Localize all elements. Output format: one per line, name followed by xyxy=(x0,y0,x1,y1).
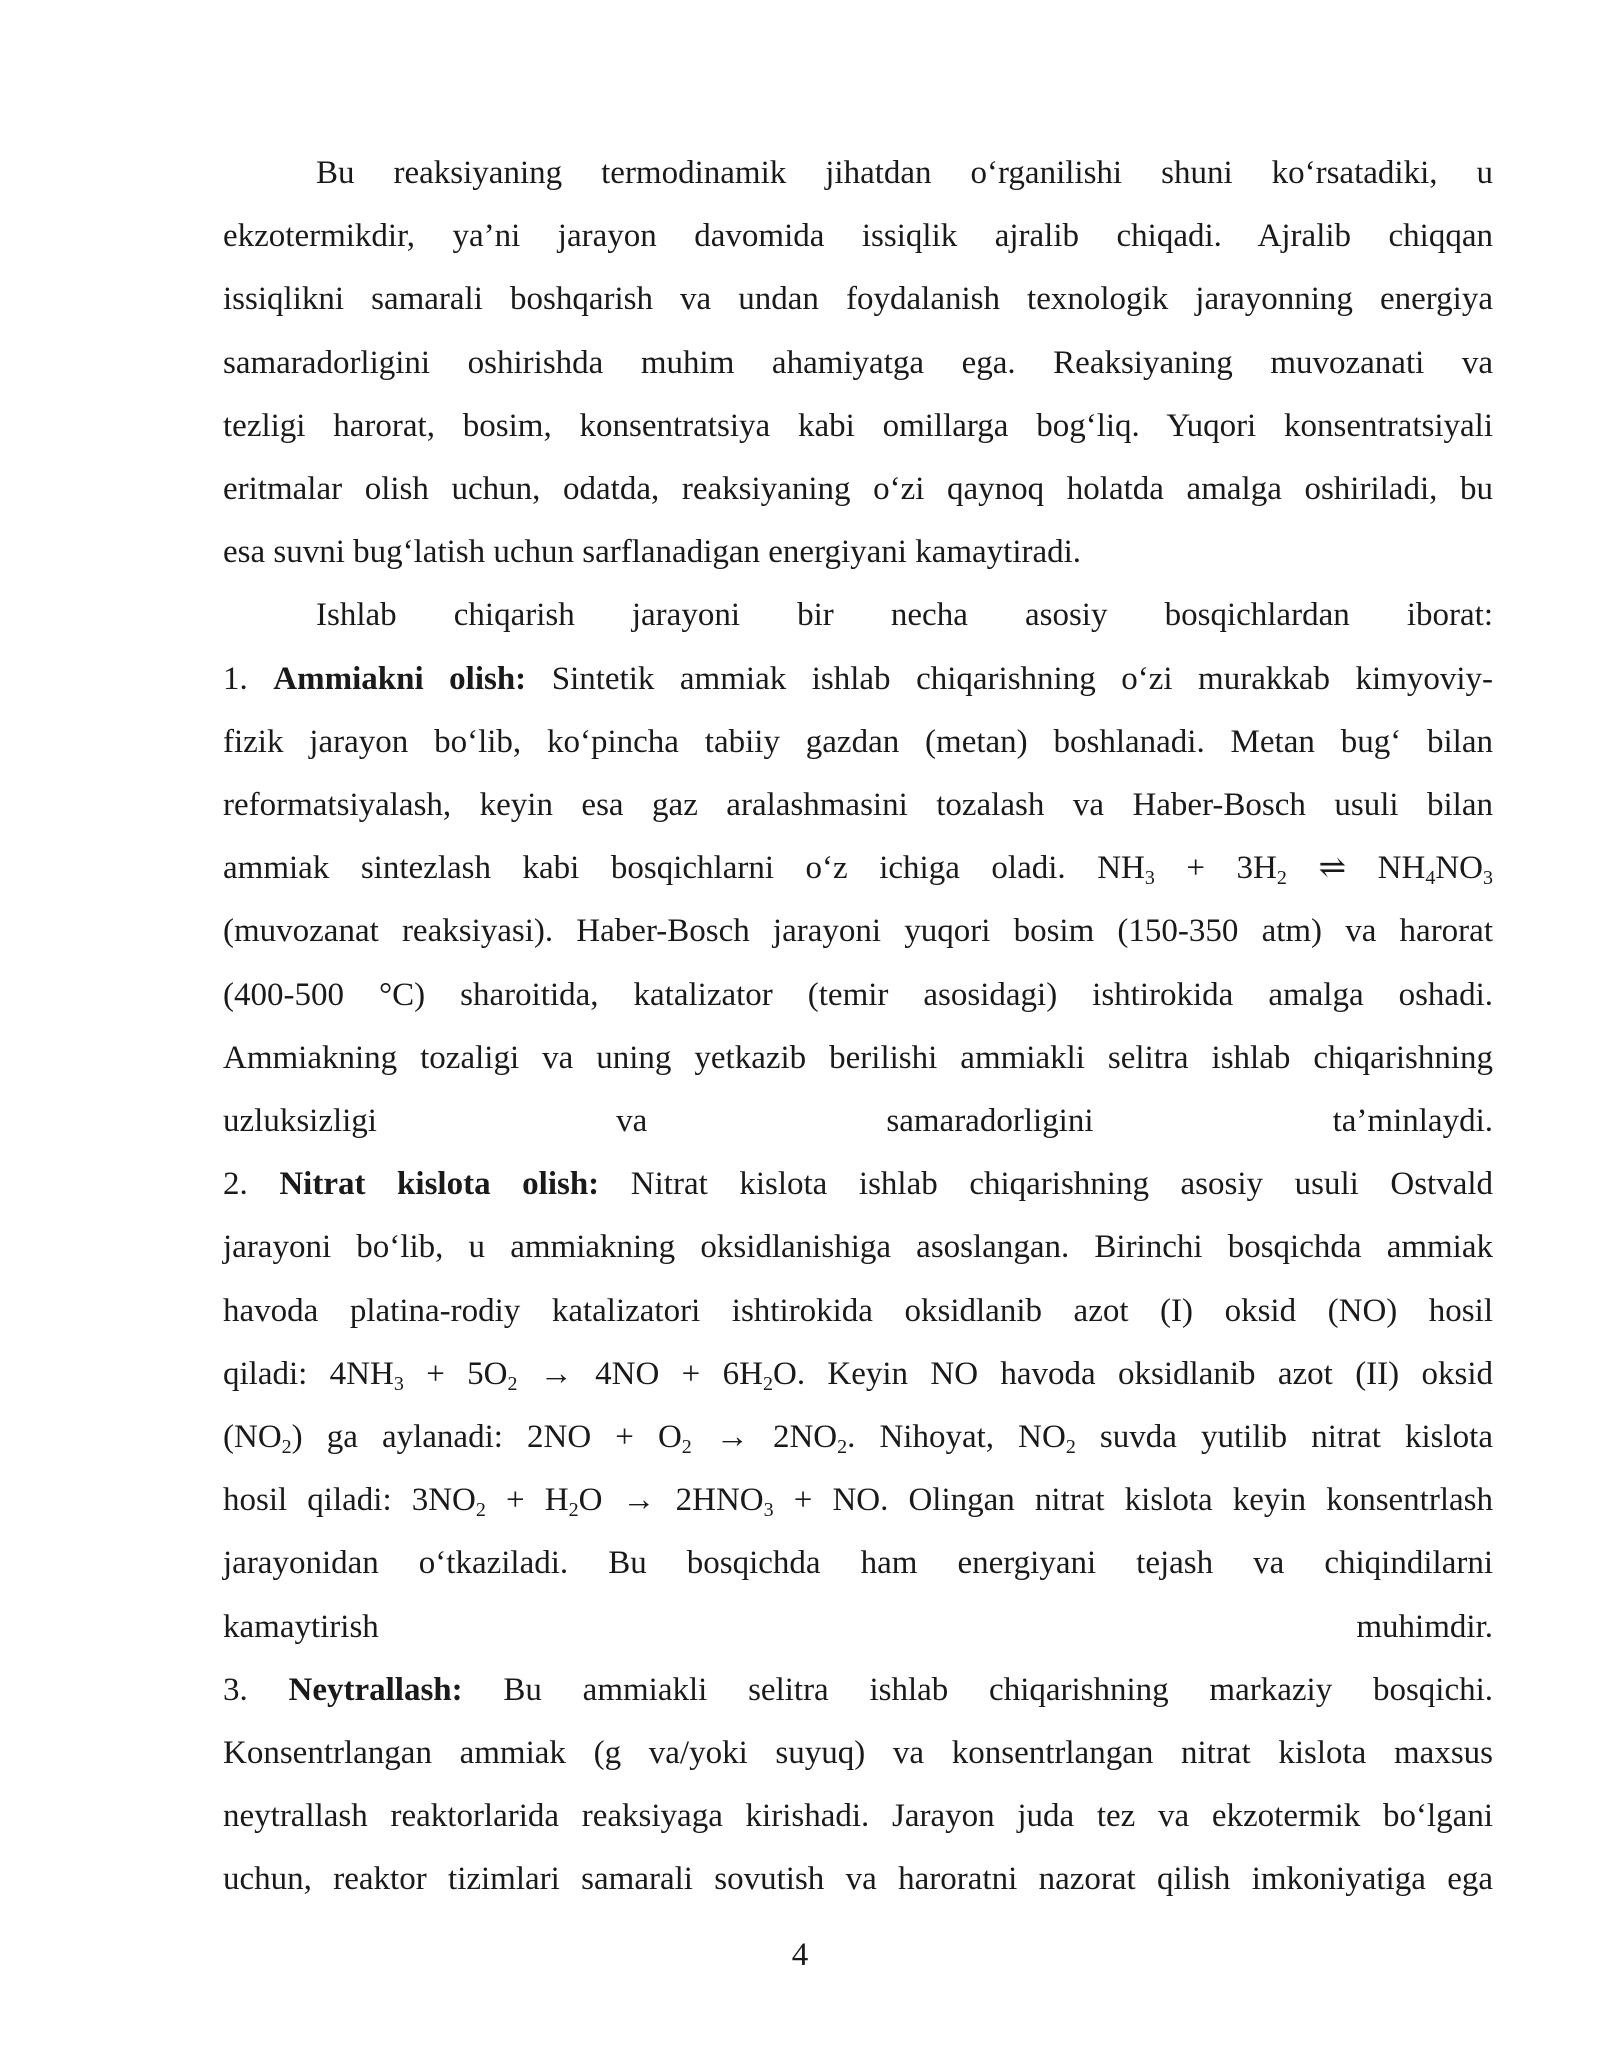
subscript: 2 xyxy=(568,1499,579,1522)
subscript: 3 xyxy=(1144,867,1155,890)
text-span: Bu ammiakli selitra ishlab chiqarishning markaziy bosqichi. xyxy=(503,1671,1494,1708)
stage-3-neutralization xyxy=(223,1659,1493,1912)
document-body xyxy=(223,142,1493,1912)
text-line: Konsentrlangan ammiak (g va/yoki suyuq) va konsentrlangan nitrat kislota maxsus xyxy=(223,1735,1493,1772)
stage-2-nitric-acid xyxy=(223,1153,1493,1659)
text-span: hosil qiladi: 3NO xyxy=(223,1482,476,1519)
text-span: (NO xyxy=(223,1419,282,1456)
text-line: jarayonidan o‘tkaziladi. Bu bosqichda ham energiyani tejash va chiqindilarni xyxy=(223,1545,1493,1582)
text-line: esa suvni bug‘latish uchun sarflanadigan energiyani kamaytiradi. xyxy=(223,534,1082,571)
subscript: 3 xyxy=(393,1372,404,1395)
subscript: 2 xyxy=(507,1372,518,1395)
text-line: issiqlikni samarali boshqarish va undan foydalanish texnologik jarayonning energiya xyxy=(223,281,1493,318)
list-number: 2. xyxy=(223,1166,248,1203)
subscript: 2 xyxy=(475,1499,486,1522)
list-number: 3. xyxy=(223,1671,248,1708)
text-span: ⇌ NH xyxy=(1286,850,1426,887)
list-number: 1. xyxy=(223,660,248,697)
text-line: Ammiakning tozaligi va uning yetkazib berilishi ammiakli selitra ishlab chiqarishning xyxy=(223,1039,1493,1076)
subscript: 3 xyxy=(1482,867,1493,890)
text-line: reformatsiyalash, keyin esa gaz aralashmasini tozalash va Haber-Bosch usuli bilan xyxy=(223,787,1493,824)
subscript: 3 xyxy=(763,1499,774,1522)
text-line: tezligi harorat, bosim, konsentratsiya kabi omillarga bog‘liq. Yuqori konsentratsiyali xyxy=(223,407,1493,444)
text-line: (muvozanat reaksiyasi). Haber-Bosch jarayoni yuqori bosim (150-350 atm) va harorat xyxy=(223,913,1493,950)
text-span: . Nihoyat, NO xyxy=(847,1419,1066,1456)
text-line: kamaytirish muhimdir. xyxy=(223,1608,1493,1645)
text-line-formula xyxy=(223,837,1493,900)
text-span: qiladi: 4NH xyxy=(223,1355,394,1392)
stage-title: Neytrallash: xyxy=(288,1671,463,1708)
text-span: O. Keyin NO havoda oksidlanib azot (II) oksid xyxy=(772,1355,1494,1392)
stage-title: Ammiakni olish: xyxy=(273,660,527,697)
text-line: jarayoni bo‘lib, u ammiakning oksidlanishiga asoslangan. Birinchi bosqichda ammiak xyxy=(223,1229,1493,1266)
text-line: ekzotermikdir, ya’ni jarayon davomida issiqlik ajralib chiqadi. Ajralib chiqqan xyxy=(223,218,1493,255)
text-line: uchun, reaktor tizimlari samarali sovutish va haroratni nazorat qilish imkoniyatiga ega xyxy=(223,1861,1493,1898)
text-line xyxy=(223,1659,1493,1722)
text-span: O → 2HNO xyxy=(578,1482,764,1519)
text-span: ) ga aylanadi: 2NO + O xyxy=(291,1419,682,1456)
text-line: (400-500 °C) sharoitida, katalizator (temir asosidagi) ishtirokida amalga oshadi. xyxy=(223,976,1493,1013)
text-span: Nitrat kislota ishlab chiqarishning asosiy usuli Ostvald xyxy=(630,1166,1494,1203)
text-line: havoda platina-rodiy katalizatori ishtirokida oksidlanib azot (I) oksid (NO) hosil xyxy=(223,1292,1493,1329)
subscript: 4 xyxy=(1425,867,1436,890)
text-span: Sintetik ammiak ishlab chiqarishning o‘zi murakkab kimyoviy- xyxy=(551,660,1494,697)
subscript: 2 xyxy=(837,1436,848,1459)
text-line: neytrallash reaktorlarida reaksiyaga kirishadi. Jarayon juda tez va ekzotermik bo‘lgani xyxy=(223,1798,1493,1835)
subscript: 2 xyxy=(681,1436,692,1459)
text-line: samaradorligini oshirishda muhim ahamiyatga ega. Reaksiyaning muvozanati va xyxy=(223,344,1493,381)
text-span: + 5O xyxy=(403,1355,508,1392)
text-span: → 2NO xyxy=(691,1419,838,1456)
text-line xyxy=(223,1153,1493,1216)
text-span: + NO. Olingan nitrat kislota keyin konsentrlash xyxy=(773,1482,1493,1519)
text-span: suvda yutilib nitrat kislota xyxy=(1075,1419,1493,1456)
subscript: 2 xyxy=(1065,1436,1076,1459)
text-line-formula xyxy=(223,1343,1493,1406)
stage-1-ammonia xyxy=(223,648,1493,1154)
text-span: + 3H xyxy=(1154,850,1277,887)
text-span: + H xyxy=(485,1482,569,1519)
stages-intro: Ishlab chiqarish jarayoni bir necha asosiy bosqichlardan iborat: xyxy=(316,597,1493,634)
page-number: 4 xyxy=(791,1937,809,1973)
text-span: NO xyxy=(1435,850,1483,887)
subscript: 2 xyxy=(281,1436,292,1459)
text-span: → 4NO + 6H xyxy=(517,1355,763,1392)
stage-title: Nitrat kislota olish: xyxy=(279,1166,600,1203)
text-line: Bu reaksiyaning termodinamik jihatdan o‘rganilishi shuni ko‘rsatadiki, u xyxy=(316,155,1493,191)
text-line xyxy=(223,648,1493,711)
paragraph-intro xyxy=(223,142,1493,584)
text-line-formula xyxy=(223,1469,1493,1532)
subscript: 2 xyxy=(1276,867,1287,890)
text-line: eritmalar olish uchun, odatda, reaksiyaning o‘zi qaynoq holatda amalga oshiriladi, bu xyxy=(223,471,1493,508)
text-line: uzluksizligi va samaradorligini ta’minlaydi. xyxy=(223,1103,1493,1140)
text-line-formula xyxy=(223,1406,1493,1469)
subscript: 2 xyxy=(762,1372,773,1395)
text-span: ammiak sintezlash kabi bosqichlarni o‘z ichiga oladi. NH xyxy=(223,850,1145,887)
text-line: fizik jarayon bo‘lib, ko‘pincha tabiiy gazdan (metan) boshlanadi. Metan bug‘ bilan xyxy=(223,723,1493,760)
